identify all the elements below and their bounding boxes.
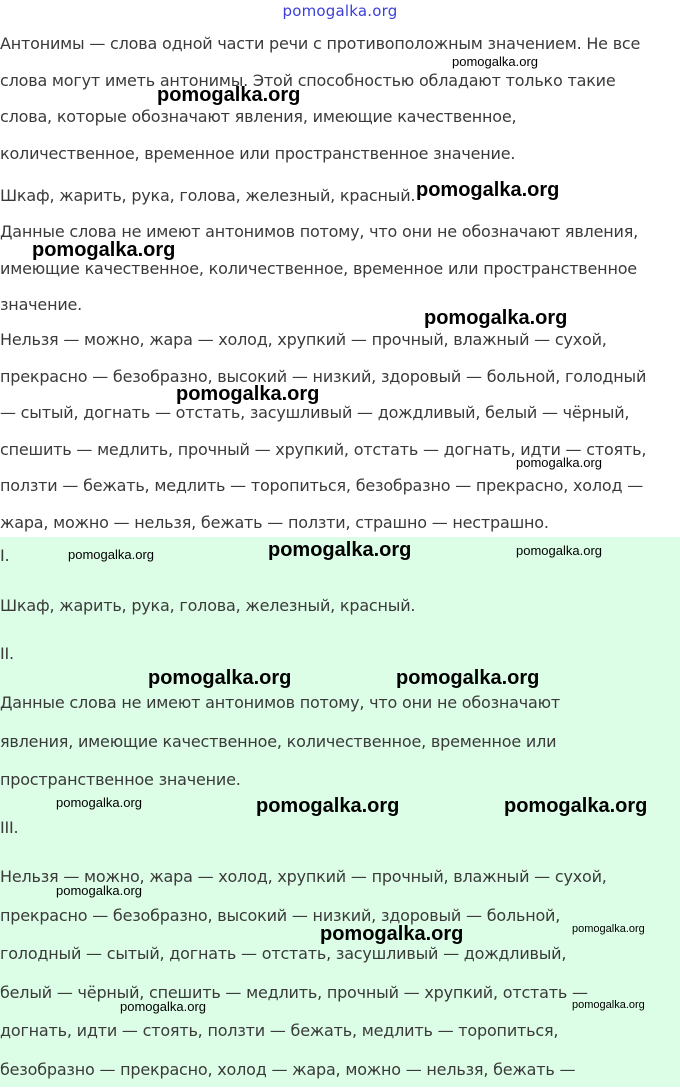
answer-line: Шкаф, жарить, рука, голова, железный, красный. [0,596,416,615]
task3-line: Нельзя — можно, жара — холод, хрупкий — прочный, влажный — сухой, [0,330,607,349]
site-link[interactable]: pomogalka.org [282,2,398,20]
watermark: pomogalka.org [424,307,568,329]
watermark: pomogalka.org [396,667,540,689]
task3-line: жара, можно — нельзя, бежать — ползти, страшно — нестрашно. [0,512,549,532]
watermark: pomogalka.org [68,547,154,562]
task3-line: прекрасно — безобразно, высокий — низкий, здоровый — больной, голодный [0,366,647,386]
watermark: pomogalka.org [572,999,645,1011]
intro-line: слова могут иметь антонимы. Этой способностью обладают только такие [0,70,616,90]
task2-line: имеющие качественное, количественное, временное или пространственное [0,258,637,278]
task3-paragraph [0,322,646,542]
answer-line: явления, имеющие качественное, количественное, временное или [0,731,557,751]
watermark: pomogalka.org [56,795,142,810]
watermark: pomogalka.org [416,179,560,201]
watermark: pomogalka.org [256,795,400,817]
watermark: pomogalka.org [120,999,206,1014]
answer-line: Нельзя — можно, жара — холод, хрупкий — прочный, влажный — сухой, [0,867,607,886]
task2-line: Данные слова не имеют антонимов потому, что они не обозначают явления, [0,222,639,241]
answer-line: голодный — сытый, догнать — отстать, засушливый — дождливый, [0,944,567,964]
watermark: pomogalka.org [516,543,602,558]
intro-line: количественное, временное или пространственное значение. [0,143,516,163]
watermark: pomogalka.org [56,883,142,898]
answer-line: догнать, идти — стоять, ползти — бежать, медлить — торопиться, [0,1021,559,1041]
intro-paragraph [0,26,640,172]
answer-line: белый — чёрный, спешить — медлить, прочный — хрупкий, отстать — [0,982,588,1002]
section-label: III. [0,818,19,837]
answer-line: пространственное значение. [0,770,241,789]
answer-line: безобразно — прекрасно, холод — жара, можно — нельзя, бежать — [0,1059,576,1079]
task3-line: ползти — бежать, медлить — торопиться, безобразно — прекрасно, холод — [0,476,644,496]
intro-line: Антонимы — слова одной части речи с противоположным значением. Не все [0,34,641,53]
answer-section1-text [0,588,415,625]
answer-section3-label [0,810,18,847]
watermark: pomogalka.org [32,239,176,261]
section-label: I. [0,546,10,565]
watermark: pomogalka.org [176,383,320,405]
task2-line: значение. [0,295,83,315]
answer-section2-text [0,684,560,800]
task1-paragraph [0,178,415,215]
watermark: pomogalka.org [516,455,602,470]
task1-line: Шкаф, жарить, рука, голова, железный, красный. [0,186,416,205]
section-label: II. [0,644,14,663]
answer-section2-label [0,636,14,673]
watermark: pomogalka.org [452,54,538,69]
watermark: pomogalka.org [268,539,412,561]
watermark: pomogalka.org [157,84,301,106]
answer-line: прекрасно — безобразно, высокий — низкий, здоровый — больной, [0,905,561,925]
answer-line: Данные слова не имеют антонимов потому, что они не обозначают [0,693,561,712]
task3-line: спешить — медлить, прочный — хрупкий, отстать — догнать, идти — стоять, [0,439,647,459]
answer-section1-label [0,538,9,575]
task3-line: — сытый, догнать — отстать, засушливый — дождливый, белый — чёрный, [0,403,630,423]
intro-line: слова, которые обозначают явления, имеющие качественное, [0,107,517,127]
watermark: pomogalka.org [148,667,292,689]
watermark: pomogalka.org [572,923,645,935]
watermark: pomogalka.org [320,923,464,945]
watermark: pomogalka.org [504,795,648,817]
